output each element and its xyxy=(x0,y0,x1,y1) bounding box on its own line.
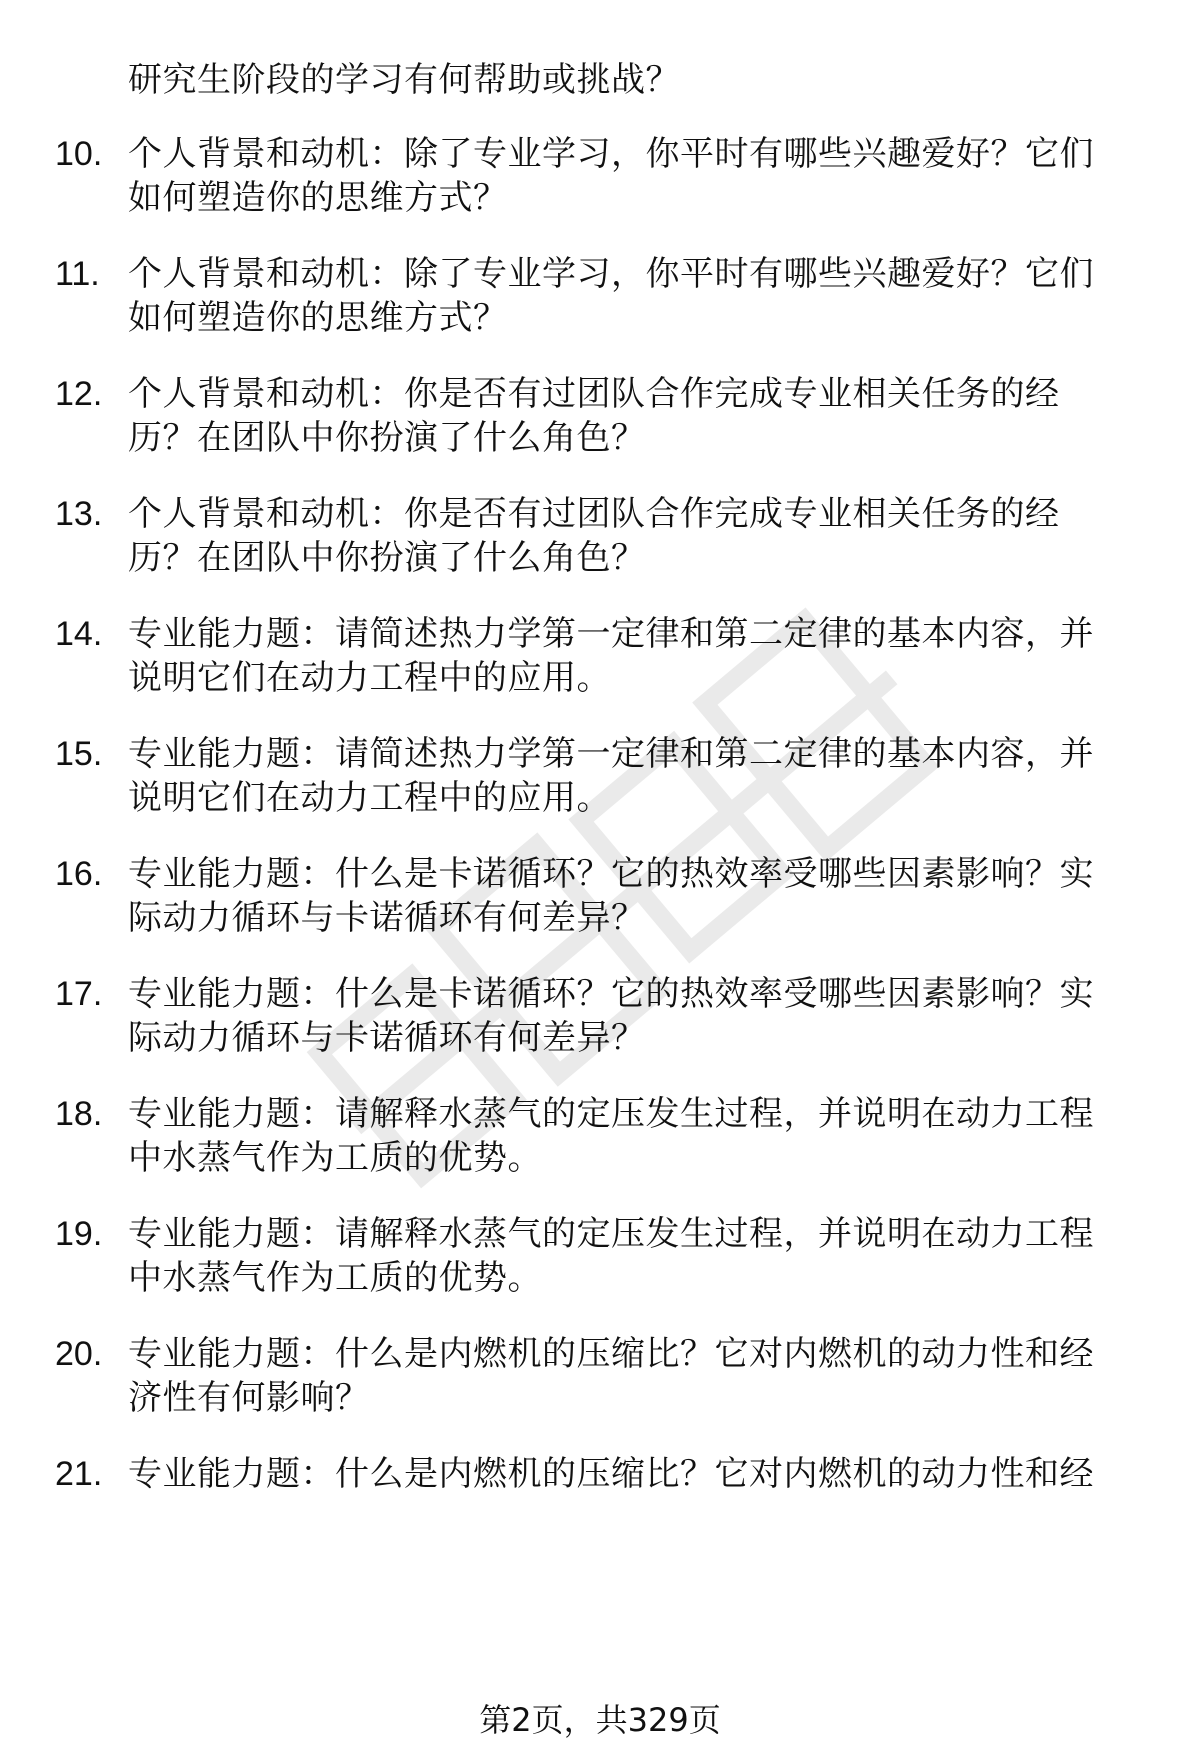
item-line-1: 专业能力题：什么是内燃机的压缩比？它对内燃机的动力性和经 xyxy=(128,1334,1094,1374)
item-line-1: 专业能力题：什么是卡诺循环？它的热效率受哪些因素影响？实 xyxy=(128,974,1094,1014)
item-number: 11. xyxy=(55,255,100,293)
item-line-2: 际动力循环与卡诺循环有何差异？ xyxy=(128,898,646,938)
page-indicator: 第2页，共329页 xyxy=(479,1701,721,1739)
item-number: 17. xyxy=(55,975,103,1013)
item-line-2: 说明它们在动力工程中的应用。 xyxy=(128,658,611,698)
item-number: 12. xyxy=(55,375,103,413)
continuation-text: 研究生阶段的学习有何帮助或挑战？ xyxy=(128,60,680,100)
item-line-1: 专业能力题：请解释水蒸气的定压发生过程，并说明在动力工程 xyxy=(128,1214,1094,1254)
item-line-1: 个人背景和动机：你是否有过团队合作完成专业相关任务的经 xyxy=(128,494,1060,534)
item-line-1: 专业能力题：请解释水蒸气的定压发生过程，并说明在动力工程 xyxy=(128,1094,1094,1134)
item-line-2: 如何塑造你的思维方式？ xyxy=(128,178,508,218)
item-line-2: 中水蒸气作为工质的优势。 xyxy=(128,1258,542,1298)
item-number: 19. xyxy=(55,1215,103,1253)
item-number: 20. xyxy=(55,1335,103,1373)
item-line-2: 如何塑造你的思维方式？ xyxy=(128,298,508,338)
item-line-1: 个人背景和动机：除了专业学习，你平时有哪些兴趣爱好？它们 xyxy=(128,134,1094,174)
item-line-2: 历？在团队中你扮演了什么角色？ xyxy=(128,538,646,578)
item-number: 18. xyxy=(55,1095,103,1133)
item-line-1: 个人背景和动机：你是否有过团队合作完成专业相关任务的经 xyxy=(128,374,1060,414)
item-line-2: 际动力循环与卡诺循环有何差异？ xyxy=(128,1018,646,1058)
item-number: 14. xyxy=(55,615,103,653)
item-number: 10. xyxy=(55,135,103,173)
item-line-1: 专业能力题：请简述热力学第一定律和第二定律的基本内容，并 xyxy=(128,734,1094,774)
item-number: 21. xyxy=(55,1455,103,1493)
item-line-2: 历？在团队中你扮演了什么角色？ xyxy=(128,418,646,458)
item-line-1: 专业能力题：什么是卡诺循环？它的热效率受哪些因素影响？实 xyxy=(128,854,1094,894)
item-line-1: 专业能力题：什么是内燃机的压缩比？它对内燃机的动力性和经 xyxy=(128,1454,1094,1494)
item-number: 16. xyxy=(55,855,103,893)
item-line-2: 济性有何影响？ xyxy=(128,1378,370,1418)
item-line-1: 个人背景和动机：除了专业学习，你平时有哪些兴趣爱好？它们 xyxy=(128,254,1094,294)
item-number: 13. xyxy=(55,495,103,533)
item-line-2: 中水蒸气作为工质的优势。 xyxy=(128,1138,542,1178)
item-line-2: 说明它们在动力工程中的应用。 xyxy=(128,778,611,818)
item-number: 15. xyxy=(55,735,103,773)
item-line-1: 专业能力题：请简述热力学第一定律和第二定律的基本内容，并 xyxy=(128,614,1094,654)
